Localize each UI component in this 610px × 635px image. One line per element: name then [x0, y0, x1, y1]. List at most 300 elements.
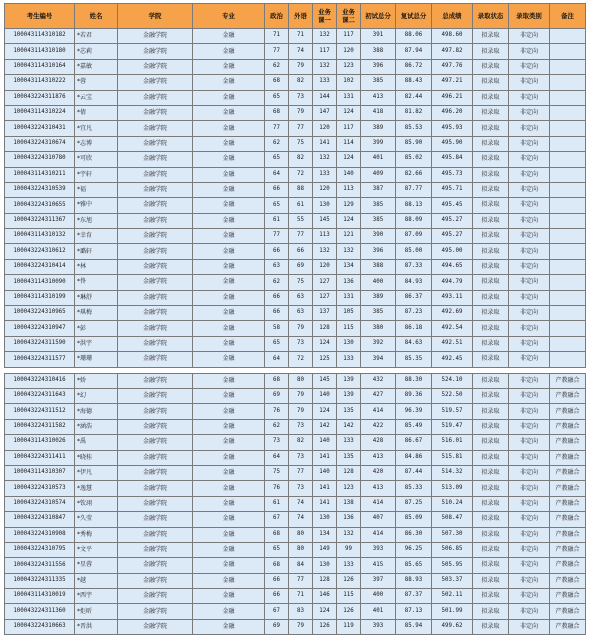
cell-major: 金融 — [193, 435, 265, 450]
cell-politics: 66 — [265, 182, 289, 197]
cell-course2: 133 — [337, 352, 361, 367]
table-row — [5, 59, 586, 74]
cell-status: 拟录取 — [473, 604, 509, 619]
cell-name: *琪梅 — [75, 306, 118, 321]
cell-retest: 86.37 — [396, 290, 432, 305]
cell-note: 产教融合 — [550, 558, 586, 573]
cell-name: *越 — [75, 573, 118, 588]
cell-politics: 67 — [265, 604, 289, 619]
cell-retest: 86.30 — [396, 527, 432, 542]
cell-school: 金融学院 — [118, 573, 193, 588]
cell-id: 100043224310663 — [5, 619, 75, 634]
cell-name: *海德 — [75, 404, 118, 419]
cell-major: 金融 — [193, 388, 265, 403]
cell-status: 拟录取 — [473, 527, 509, 542]
table-row — [5, 105, 586, 120]
cell-name: *佟 — [75, 275, 118, 290]
cell-retest: 88.06 — [396, 29, 432, 44]
cell-type: 非定向 — [509, 419, 550, 434]
cell-course2: 115 — [337, 589, 361, 604]
cell-initial: 413 — [361, 450, 396, 465]
cell-retest: 85.94 — [396, 619, 432, 634]
cell-id: 100043224310539 — [5, 182, 75, 197]
cell-name: *林 — [75, 259, 118, 274]
table-row — [5, 152, 586, 167]
cell-initial: 414 — [361, 496, 396, 511]
cell-note — [550, 152, 586, 167]
cell-english: 74 — [289, 496, 313, 511]
cell-type: 非定向 — [509, 450, 550, 465]
cell-retest: 88.09 — [396, 213, 432, 228]
cell-total: 495.93 — [432, 121, 473, 136]
cell-course2: 138 — [337, 496, 361, 511]
table-row — [5, 121, 586, 136]
cell-course2: 133 — [337, 558, 361, 573]
table-row — [5, 306, 586, 321]
cell-type: 非定向 — [509, 121, 550, 136]
cell-id: 100043224310965 — [5, 306, 75, 321]
cell-course1: 126 — [313, 619, 337, 634]
cell-name: *雅中 — [75, 198, 118, 213]
cell-major: 金融 — [193, 542, 265, 557]
cell-name: *若君 — [75, 29, 118, 44]
table-row — [5, 336, 586, 351]
cell-school: 金融学院 — [118, 388, 193, 403]
cell-name: *幸育 — [75, 229, 118, 244]
cell-course2: 135 — [337, 404, 361, 419]
cell-initial: 380 — [361, 321, 396, 336]
cell-politics: 66 — [265, 573, 289, 588]
table-row — [5, 44, 586, 59]
cell-retest: 86.18 — [396, 321, 432, 336]
cell-english: 73 — [289, 419, 313, 434]
table-row — [5, 589, 586, 604]
cell-english: 88 — [289, 182, 313, 197]
cell-type: 非定向 — [509, 336, 550, 351]
cell-major: 金融 — [193, 321, 265, 336]
cell-type: 非定向 — [509, 496, 550, 511]
cell-status: 拟录取 — [473, 589, 509, 604]
cell-status: 拟录取 — [473, 619, 509, 634]
cell-major: 金融 — [193, 44, 265, 59]
cell-politics: 69 — [265, 619, 289, 634]
cell-retest: 87.13 — [396, 604, 432, 619]
table-row — [5, 182, 586, 197]
cell-note — [550, 90, 586, 105]
cell-major: 金融 — [193, 619, 265, 634]
cell-type: 非定向 — [509, 229, 550, 244]
cell-english: 72 — [289, 167, 313, 182]
cell-status: 拟录取 — [473, 167, 509, 182]
cell-id: 100043224310414 — [5, 259, 75, 274]
cell-retest: 88.13 — [396, 198, 432, 213]
cell-english: 79 — [289, 619, 313, 634]
cell-school: 金融学院 — [118, 373, 193, 388]
cell-retest: 84.93 — [396, 275, 432, 290]
cell-retest: 96.25 — [396, 542, 432, 557]
cell-course1: 133 — [313, 167, 337, 182]
cell-major: 金融 — [193, 373, 265, 388]
cell-note — [550, 259, 586, 274]
cell-initial: 422 — [361, 419, 396, 434]
cell-id: 100043224311582 — [5, 419, 75, 434]
cell-school: 金融学院 — [118, 527, 193, 542]
cell-course2: 115 — [337, 321, 361, 336]
cell-total: 519.57 — [432, 404, 473, 419]
header-english: 外语 — [289, 4, 313, 29]
header-retest: 复试总分 — [396, 4, 432, 29]
cell-note — [550, 59, 586, 74]
cell-total: 496.20 — [432, 105, 473, 120]
cell-major: 金融 — [193, 481, 265, 496]
cell-initial: 407 — [361, 512, 396, 527]
cell-total: 495.00 — [432, 244, 473, 259]
cell-id: 100043224311876 — [5, 90, 75, 105]
cell-school: 金融学院 — [118, 75, 193, 90]
cell-politics: 61 — [265, 496, 289, 511]
cell-note — [550, 121, 586, 136]
cell-status: 拟录取 — [473, 481, 509, 496]
cell-type: 非定向 — [509, 75, 550, 90]
cell-type: 非定向 — [509, 136, 550, 151]
cell-english: 79 — [289, 105, 313, 120]
cell-school: 金融学院 — [118, 244, 193, 259]
cell-course2: 131 — [337, 290, 361, 305]
cell-initial: 432 — [361, 373, 396, 388]
cell-course2: 132 — [337, 527, 361, 542]
cell-course1: 128 — [313, 573, 337, 588]
cell-total: 492.54 — [432, 321, 473, 336]
cell-course1: 140 — [313, 465, 337, 480]
cell-politics: 62 — [265, 419, 289, 434]
cell-school: 金融学院 — [118, 59, 193, 74]
cell-id: 100043224311411 — [5, 450, 75, 465]
cell-politics: 64 — [265, 352, 289, 367]
cell-name: *琳舒 — [75, 290, 118, 305]
table-row — [5, 75, 586, 90]
cell-politics: 67 — [265, 512, 289, 527]
cell-english: 77 — [289, 573, 313, 588]
cell-course2: 119 — [337, 619, 361, 634]
cell-school: 金融学院 — [118, 465, 193, 480]
cell-initial: 388 — [361, 44, 396, 59]
cell-retest: 87.77 — [396, 182, 432, 197]
cell-initial: 387 — [361, 182, 396, 197]
cell-english: 73 — [289, 90, 313, 105]
cell-school: 金融学院 — [118, 29, 193, 44]
cell-school: 金融学院 — [118, 90, 193, 105]
cell-school: 金融学院 — [118, 558, 193, 573]
cell-initial: 397 — [361, 573, 396, 588]
cell-english: 80 — [289, 527, 313, 542]
cell-note — [550, 321, 586, 336]
cell-total: 495.73 — [432, 167, 473, 182]
cell-note — [550, 198, 586, 213]
cell-status: 拟录取 — [473, 198, 509, 213]
cell-initial: 385 — [361, 198, 396, 213]
cell-note: 产教融合 — [550, 388, 586, 403]
cell-id: 100043114310211 — [5, 167, 75, 182]
cell-note: 产教融合 — [550, 496, 586, 511]
cell-status: 拟录取 — [473, 182, 509, 197]
cell-school: 金融学院 — [118, 182, 193, 197]
cell-id: 100043114310132 — [5, 229, 75, 244]
cell-course1: 146 — [313, 589, 337, 604]
cell-course2: 124 — [337, 213, 361, 228]
cell-initial: 385 — [361, 306, 396, 321]
cell-id: 100043224310908 — [5, 527, 75, 542]
cell-status: 拟录取 — [473, 352, 509, 367]
cell-note — [550, 136, 586, 151]
table-row — [5, 259, 586, 274]
cell-initial: 415 — [361, 558, 396, 573]
cell-politics: 63 — [265, 259, 289, 274]
cell-retest: 82.44 — [396, 90, 432, 105]
cell-major: 金融 — [193, 59, 265, 74]
cell-retest: 85.02 — [396, 152, 432, 167]
cell-id: 100043224310612 — [5, 244, 75, 259]
cell-total: 495.27 — [432, 213, 473, 228]
cell-politics: 77 — [265, 121, 289, 136]
cell-school: 金融学院 — [118, 167, 193, 182]
cell-english: 77 — [289, 229, 313, 244]
cell-name: *星蓉 — [75, 558, 118, 573]
cell-type: 非定向 — [509, 275, 550, 290]
cell-name: *福 — [75, 182, 118, 197]
cell-status: 拟录取 — [473, 573, 509, 588]
cell-major: 金融 — [193, 573, 265, 588]
cell-course1: 142 — [313, 419, 337, 434]
cell-type: 非定向 — [509, 29, 550, 44]
cell-initial: 414 — [361, 404, 396, 419]
cell-english: 63 — [289, 306, 313, 321]
cell-type: 非定向 — [509, 105, 550, 120]
cell-course2: 102 — [337, 75, 361, 90]
cell-school: 金融学院 — [118, 450, 193, 465]
cell-school: 金融学院 — [118, 619, 193, 634]
cell-school: 金融学院 — [118, 306, 193, 321]
cell-major: 金融 — [193, 121, 265, 136]
cell-total: 498.60 — [432, 29, 473, 44]
cell-id: 100043224310655 — [5, 198, 75, 213]
cell-note: 产教融合 — [550, 542, 586, 557]
cell-name: *东旭 — [75, 213, 118, 228]
cell-type: 非定向 — [509, 481, 550, 496]
cell-politics: 65 — [265, 152, 289, 167]
cell-id: 100043224310574 — [5, 496, 75, 511]
cell-id: 100043114310090 — [5, 275, 75, 290]
cell-course2: 121 — [337, 229, 361, 244]
cell-id: 100043224310795 — [5, 542, 75, 557]
cell-name: *璐轩 — [75, 244, 118, 259]
cell-id: 100043114310182 — [5, 29, 75, 44]
cell-major: 金融 — [193, 589, 265, 604]
cell-course2: 140 — [337, 167, 361, 182]
cell-name: *逸慧 — [75, 481, 118, 496]
table-row — [5, 290, 586, 305]
cell-school: 金融学院 — [118, 589, 193, 604]
cell-course2: 136 — [337, 512, 361, 527]
cell-id: 100043114310019 — [5, 589, 75, 604]
cell-politics: 61 — [265, 213, 289, 228]
cell-school: 金融学院 — [118, 152, 193, 167]
cell-status: 拟录取 — [473, 388, 509, 403]
table-row — [5, 136, 586, 151]
table-row — [5, 481, 586, 496]
cell-retest: 82.66 — [396, 167, 432, 182]
cell-initial: 413 — [361, 90, 396, 105]
cell-english: 66 — [289, 244, 313, 259]
cell-politics: 68 — [265, 75, 289, 90]
cell-total: 492.69 — [432, 306, 473, 321]
cell-initial: 414 — [361, 527, 396, 542]
cell-major: 金融 — [193, 527, 265, 542]
cell-note — [550, 336, 586, 351]
cell-status: 拟录取 — [473, 496, 509, 511]
cell-total: 496.21 — [432, 90, 473, 105]
table-row — [5, 435, 586, 450]
cell-status: 拟录取 — [473, 558, 509, 573]
table-row — [5, 404, 586, 419]
cell-name: *志博 — [75, 136, 118, 151]
cell-course1: 125 — [313, 352, 337, 367]
cell-course2: 135 — [337, 450, 361, 465]
cell-politics: 77 — [265, 229, 289, 244]
cell-status: 拟录取 — [473, 244, 509, 259]
cell-school: 金融学院 — [118, 481, 193, 496]
cell-name: *伊凡 — [75, 465, 118, 480]
cell-course1: 120 — [313, 259, 337, 274]
cell-english: 79 — [289, 59, 313, 74]
cell-total: 502.11 — [432, 589, 473, 604]
cell-english: 75 — [289, 136, 313, 151]
cell-major: 金融 — [193, 244, 265, 259]
cell-id: 100043224311590 — [5, 336, 75, 351]
cell-total: 494.79 — [432, 275, 473, 290]
cell-school: 金融学院 — [118, 352, 193, 367]
cell-course1: 132 — [313, 29, 337, 44]
cell-total: 494.65 — [432, 259, 473, 274]
table-row — [5, 29, 586, 44]
cell-english: 55 — [289, 213, 313, 228]
cell-note: 产教融合 — [550, 619, 586, 634]
cell-note — [550, 275, 586, 290]
cell-politics: 75 — [265, 465, 289, 480]
cell-status: 拟录取 — [473, 229, 509, 244]
cell-initial: 428 — [361, 435, 396, 450]
cell-type: 非定向 — [509, 259, 550, 274]
cell-course2: 124 — [337, 105, 361, 120]
cell-english: 79 — [289, 404, 313, 419]
cell-note: 产教融合 — [550, 573, 586, 588]
cell-name: *钦翊 — [75, 496, 118, 511]
cell-note: 产教融合 — [550, 450, 586, 465]
cell-status: 拟录取 — [473, 419, 509, 434]
cell-politics: 64 — [265, 450, 289, 465]
cell-retest: 87.94 — [396, 44, 432, 59]
table-row — [5, 619, 586, 634]
cell-course2: 136 — [337, 275, 361, 290]
cell-name: *炬昕 — [75, 604, 118, 619]
cell-course1: 134 — [313, 527, 337, 542]
cell-name: *彭 — [75, 321, 118, 336]
cell-id: 100043114310164 — [5, 59, 75, 74]
header-course2-label: 业务课二 — [342, 8, 355, 24]
cell-retest: 89.36 — [396, 388, 432, 403]
header-school: 学院 — [118, 4, 193, 29]
cell-initial: 390 — [361, 229, 396, 244]
cell-major: 金融 — [193, 259, 265, 274]
cell-initial: 420 — [361, 465, 396, 480]
cell-course1: 130 — [313, 558, 337, 573]
cell-course1: 141 — [313, 496, 337, 511]
cell-major: 金融 — [193, 105, 265, 120]
cell-total: 492.45 — [432, 352, 473, 367]
cell-note: 产教融合 — [550, 373, 586, 388]
cell-type: 非定向 — [509, 213, 550, 228]
cell-major: 金融 — [193, 352, 265, 367]
cell-major: 金融 — [193, 229, 265, 244]
cell-politics: 66 — [265, 306, 289, 321]
cell-type: 非定向 — [509, 604, 550, 619]
cell-initial: 385 — [361, 213, 396, 228]
cell-retest: 85.09 — [396, 512, 432, 527]
cell-initial: 396 — [361, 244, 396, 259]
cell-name: *宇轩 — [75, 167, 118, 182]
table-row — [5, 167, 586, 182]
cell-retest: 85.00 — [396, 244, 432, 259]
cell-note — [550, 352, 586, 367]
cell-school: 金融学院 — [118, 496, 193, 511]
cell-note — [550, 44, 586, 59]
cell-course1: 127 — [313, 290, 337, 305]
cell-course2: 131 — [337, 90, 361, 105]
cell-total: 495.45 — [432, 198, 473, 213]
cell-total: 492.51 — [432, 336, 473, 351]
cell-name: *秀梅 — [75, 527, 118, 542]
cell-total: 497.76 — [432, 59, 473, 74]
cell-course1: 113 — [313, 229, 337, 244]
cell-retest: 87.09 — [396, 229, 432, 244]
cell-major: 金融 — [193, 29, 265, 44]
cell-status: 拟录取 — [473, 121, 509, 136]
cell-id: 100043114310222 — [5, 75, 75, 90]
table-row — [5, 321, 586, 336]
cell-school: 金融学院 — [118, 198, 193, 213]
cell-major: 金融 — [193, 512, 265, 527]
cell-course2: 129 — [337, 198, 361, 213]
cell-name: *文平 — [75, 542, 118, 557]
cell-major: 金融 — [193, 167, 265, 182]
cell-name: *西宇 — [75, 589, 118, 604]
cell-course2: 120 — [337, 44, 361, 59]
cell-name: *可欣 — [75, 152, 118, 167]
cell-english: 74 — [289, 44, 313, 59]
cell-note — [550, 29, 586, 44]
cell-type: 非定向 — [509, 44, 550, 59]
table-row — [5, 450, 586, 465]
cell-type: 非定向 — [509, 373, 550, 388]
cell-politics: 73 — [265, 435, 289, 450]
table-row — [5, 527, 586, 542]
cell-major: 金融 — [193, 306, 265, 321]
cell-major: 金融 — [193, 275, 265, 290]
cell-status: 拟录取 — [473, 450, 509, 465]
cell-total: 522.50 — [432, 388, 473, 403]
cell-initial: 392 — [361, 336, 396, 351]
cell-type: 非定向 — [509, 589, 550, 604]
cell-note: 产教融合 — [550, 604, 586, 619]
